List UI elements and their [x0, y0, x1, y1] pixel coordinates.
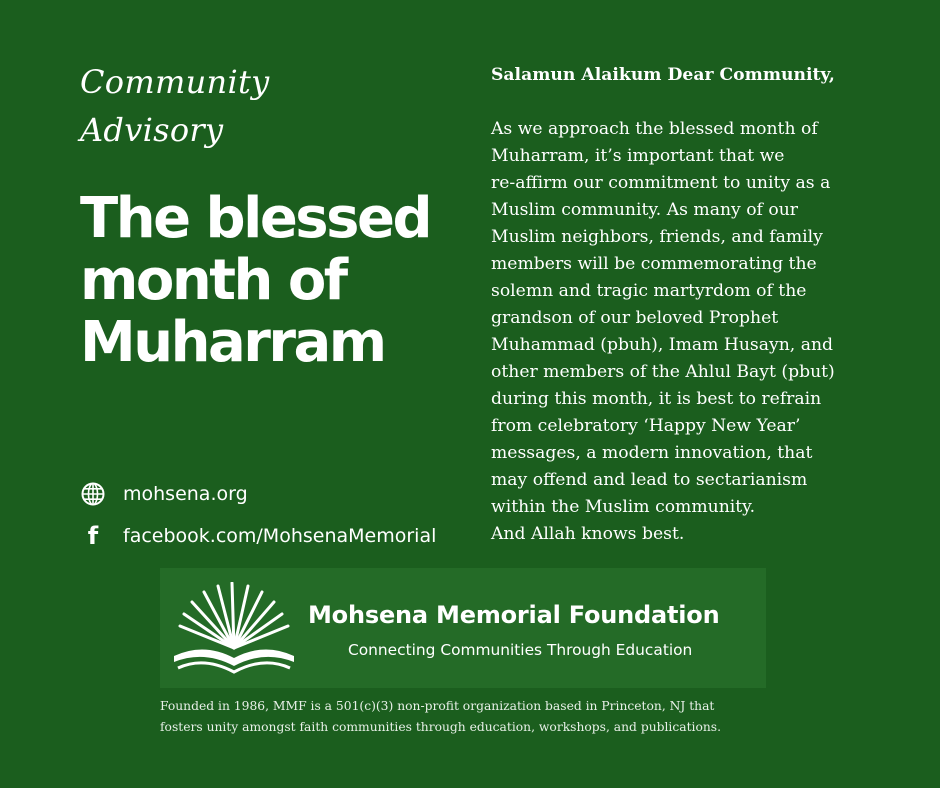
letter-line: Muharram, it’s important that we	[491, 146, 785, 166]
footer-line: fosters unity amongst faith communities through education, workshops, and publications.	[160, 720, 721, 734]
letter-line: members will be commemorating the	[491, 254, 817, 274]
facebook-link[interactable]	[80, 519, 460, 553]
footer-line: Founded in 1986, MMF is a 501(c)(3) non-profit organization based in Princeton, NJ that	[160, 699, 715, 713]
footer-note	[160, 696, 820, 738]
letter-greeting: Salamun Alaikum Dear Community,	[491, 65, 835, 85]
letter-line: other members of the Ahlul Bayt (pbut)	[491, 362, 835, 382]
letter-line: grandson of our beloved Prophet	[491, 308, 779, 328]
headline-line: month of	[80, 248, 346, 313]
headline	[80, 188, 460, 374]
website-text: mohsena.org	[123, 483, 248, 505]
letter-body	[491, 116, 901, 548]
letter-line: solemn and tragic martyrdom of the	[491, 281, 807, 301]
advisory-label-line: Advisory	[80, 111, 224, 149]
advisory-label	[80, 58, 380, 154]
letter-line: during this month, it is best to refrain	[491, 389, 822, 409]
letter-line: from celebratory ‘Happy New Year’	[491, 416, 801, 436]
website-link[interactable]	[80, 477, 460, 511]
open-book-icon	[172, 582, 300, 678]
letter-line: messages, a modern innovation, that	[491, 443, 813, 463]
facebook-icon: f	[87, 522, 99, 550]
letter-line: Muslim community. As many of our	[491, 200, 798, 220]
letter-line: Muhammad (pbuh), Imam Husayn, and	[491, 335, 834, 355]
headline-line: Muharram	[80, 310, 385, 375]
letter-line: re-affirm our commitment to unity as a	[491, 173, 831, 193]
advisory-letter	[491, 62, 901, 548]
letter-line: And Allah knows best.	[491, 524, 685, 544]
headline-line: The blessed	[80, 186, 431, 251]
globe-icon	[80, 481, 106, 507]
letter-line: within the Muslim community.	[491, 497, 756, 517]
advisory-label-line: Community	[80, 63, 270, 101]
letter-line: Muslim neighbors, friends, and family	[491, 227, 823, 247]
org-name: Mohsena Memorial Foundation	[308, 601, 720, 629]
org-tagline: Connecting Communities Through Education	[348, 641, 693, 659]
letter-line: may offend and lead to sectarianism	[491, 470, 808, 490]
foundation-banner	[160, 568, 766, 688]
letter-line: As we approach the blessed month of	[491, 119, 818, 139]
facebook-text: facebook.com/MohsenaMemorial	[123, 525, 437, 547]
